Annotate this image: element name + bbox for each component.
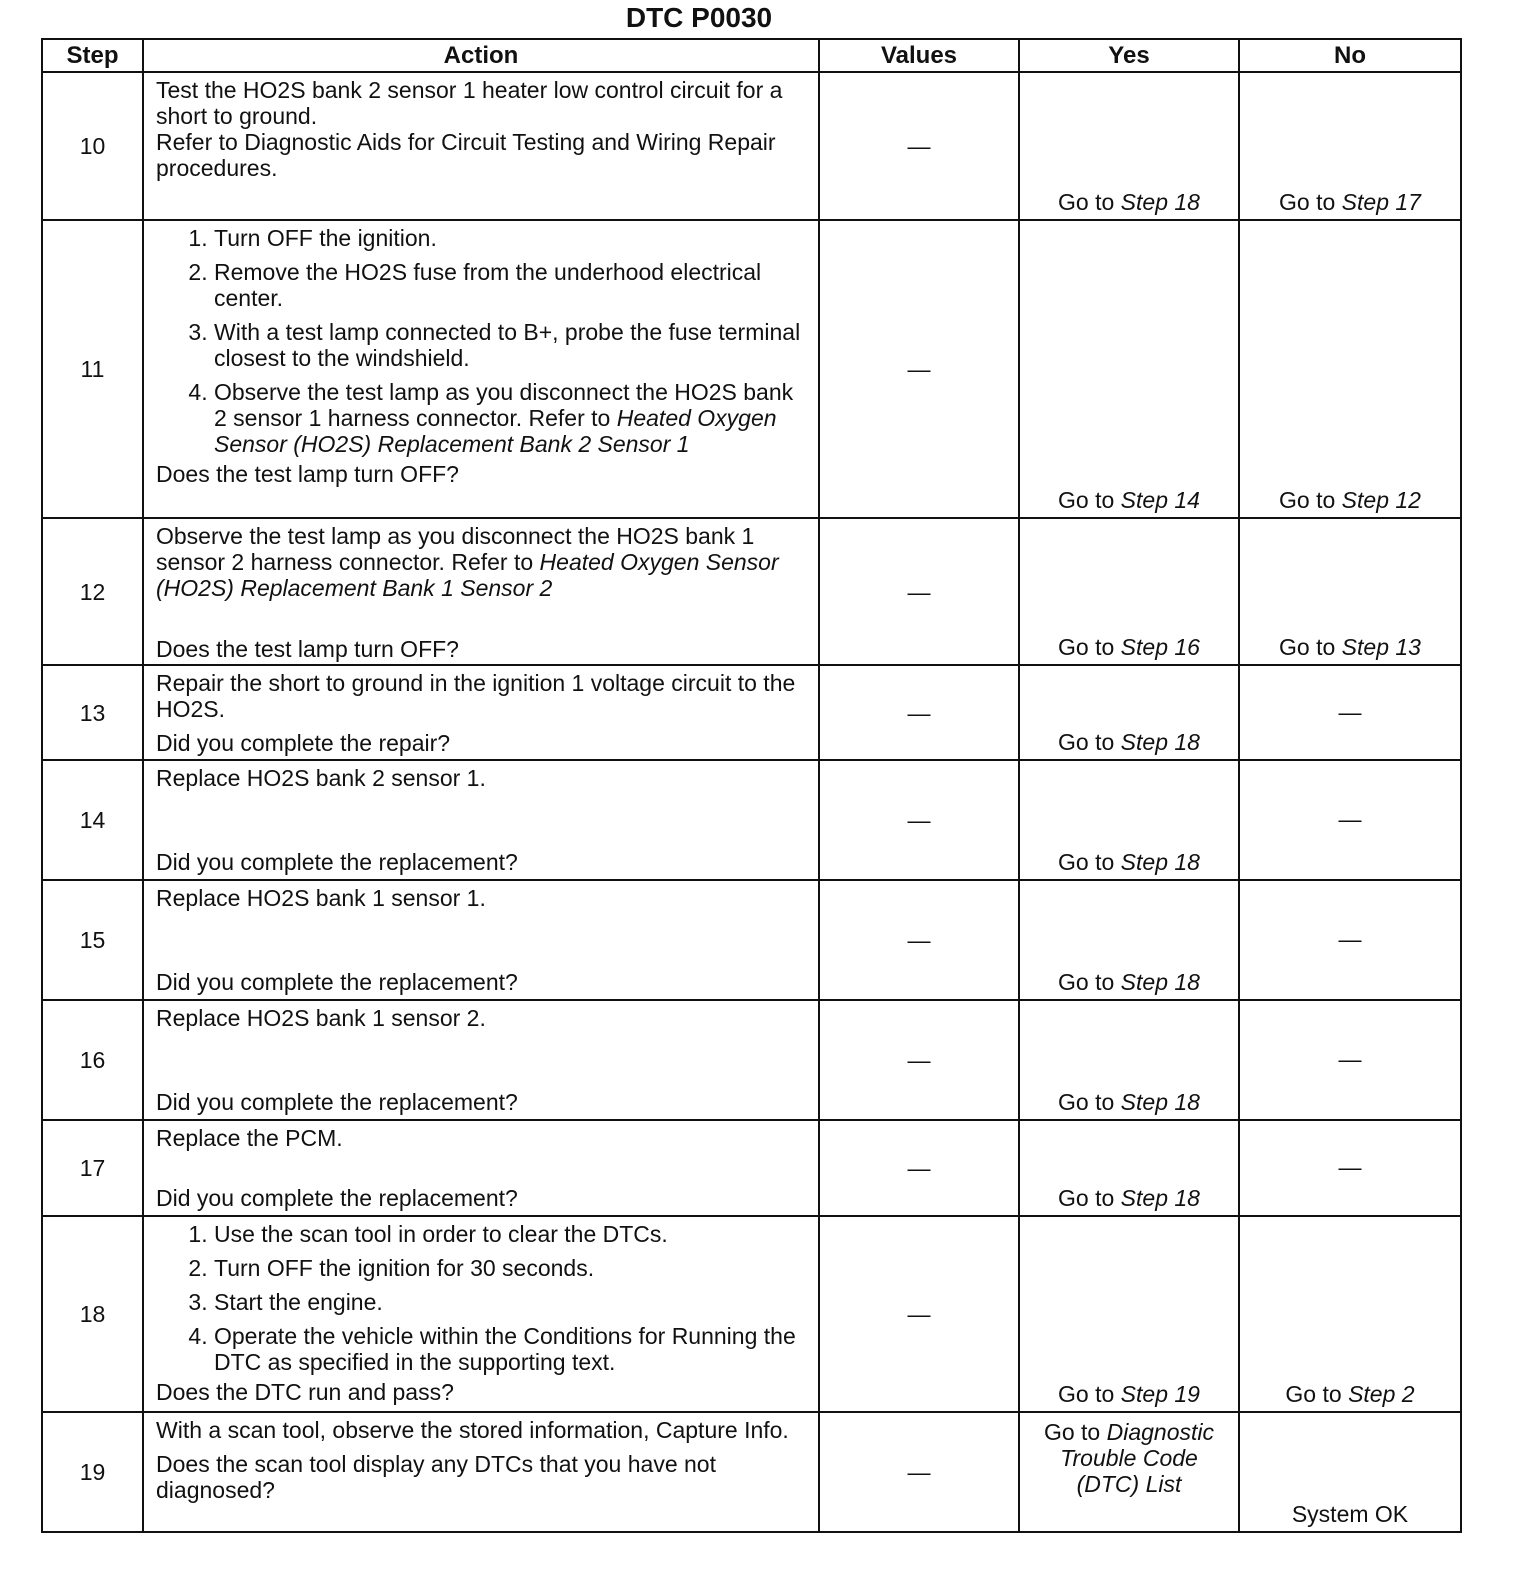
goto-label: Go to bbox=[1279, 634, 1336, 660]
values-cell: — bbox=[819, 665, 1019, 760]
yes-step-link[interactable]: Step 16 bbox=[1120, 634, 1200, 660]
table-row bbox=[42, 1412, 1461, 1532]
action-text: Test the HO2S bank 2 sensor 1 heater low control circuit for a short to ground. bbox=[156, 77, 783, 129]
goto-label: Go to bbox=[1058, 487, 1115, 513]
step-number: 18 bbox=[42, 1216, 143, 1412]
no-step-link[interactable]: Step 13 bbox=[1341, 634, 1421, 660]
step-number: 14 bbox=[42, 760, 143, 880]
action-question: Did you complete the repair? bbox=[156, 730, 451, 756]
reference-link[interactable]: Heated Oxygen Sensor (HO2S) Replacement Bank 1 Sensor 2 bbox=[156, 549, 779, 601]
yes-cell bbox=[1019, 1216, 1239, 1412]
action-cell bbox=[143, 760, 819, 880]
yes-cell bbox=[1019, 518, 1239, 665]
values-cell: — bbox=[819, 880, 1019, 1000]
table-row bbox=[42, 1000, 1461, 1120]
yes-step-link[interactable]: Step 18 bbox=[1120, 1089, 1200, 1115]
action-list-item bbox=[214, 379, 810, 457]
action-text: Replace HO2S bank 1 sensor 1. bbox=[156, 885, 486, 911]
step-number: 12 bbox=[42, 518, 143, 665]
goto-label: Go to bbox=[1279, 189, 1336, 215]
table-row bbox=[42, 880, 1461, 1000]
no-cell bbox=[1239, 72, 1461, 220]
values-cell: — bbox=[819, 1000, 1019, 1120]
header-no: No bbox=[1239, 39, 1461, 72]
action-list bbox=[156, 225, 810, 457]
goto-label: Go to bbox=[1058, 969, 1115, 995]
yes-step-link[interactable]: Step 18 bbox=[1120, 969, 1200, 995]
action-list-item: 2. Remove the HO2S fuse from the underhood electrical center. bbox=[214, 259, 810, 311]
goto-label: Go to bbox=[1058, 849, 1115, 875]
step-number: 13 bbox=[42, 665, 143, 760]
no-cell: — bbox=[1239, 1000, 1461, 1120]
no-step-link[interactable]: Step 17 bbox=[1341, 189, 1421, 215]
values-cell: — bbox=[819, 760, 1019, 880]
goto-label: Go to bbox=[1058, 1089, 1115, 1115]
table-header-row bbox=[42, 39, 1461, 72]
table-row bbox=[42, 665, 1461, 760]
action-cell bbox=[143, 1216, 819, 1412]
reference-link[interactable]: Heated Oxygen Sensor (HO2S) Replacement Bank 2 Sensor 1 bbox=[214, 405, 777, 457]
action-cell bbox=[143, 880, 819, 1000]
action-question: Did you complete the replacement? bbox=[156, 849, 518, 875]
action-list-item: 4. Operate the vehicle within the Conditions for Running the DTC as specified in the supporting text. bbox=[214, 1323, 810, 1375]
no-cell: — bbox=[1239, 760, 1461, 880]
yes-cell bbox=[1019, 665, 1239, 760]
action-text: With a scan tool, observe the stored information, Capture Info. bbox=[156, 1417, 789, 1443]
action-text: Replace the PCM. bbox=[156, 1125, 343, 1151]
action-list bbox=[156, 1221, 810, 1375]
no-cell: — bbox=[1239, 1120, 1461, 1216]
no-cell: System OK bbox=[1239, 1412, 1461, 1532]
action-text: Observe the test lamp as you disconnect the HO2S bank 1 sensor 2 harness connector. Refer to bbox=[156, 523, 755, 575]
page-title: DTC P0030 bbox=[625, 2, 773, 33]
header-step: Step bbox=[42, 39, 143, 72]
no-step-link[interactable]: Step 12 bbox=[1341, 487, 1421, 513]
header-values: Values bbox=[819, 39, 1019, 72]
goto-label: Go to bbox=[1058, 729, 1115, 755]
step-number: 10 bbox=[42, 72, 143, 220]
yes-step-link[interactable]: Step 19 bbox=[1120, 1381, 1200, 1407]
action-question: Does the test lamp turn OFF? bbox=[156, 461, 459, 487]
table-row bbox=[42, 72, 1461, 220]
action-cell bbox=[143, 1412, 819, 1532]
action-list-item: 2. Turn OFF the ignition for 30 seconds. bbox=[214, 1255, 810, 1281]
action-cell bbox=[143, 518, 819, 665]
goto-label: Go to bbox=[1058, 634, 1115, 660]
action-text: Repair the short to ground in the ignition 1 voltage circuit to the HO2S. bbox=[156, 670, 796, 722]
yes-cell bbox=[1019, 880, 1239, 1000]
no-cell bbox=[1239, 518, 1461, 665]
action-cell bbox=[143, 220, 819, 518]
no-cell bbox=[1239, 1216, 1461, 1412]
action-text: Refer to Diagnostic Aids for Circuit Testing and Wiring Repair procedures. bbox=[156, 129, 776, 181]
no-cell bbox=[1239, 220, 1461, 518]
goto-label: Go to bbox=[1043, 1419, 1101, 1445]
table-row bbox=[42, 220, 1461, 518]
action-text: Observe the test lamp as you disconnect the HO2S bank 2 sensor 1 harness connector. Refer to bbox=[214, 379, 794, 431]
action-text-block bbox=[156, 523, 810, 636]
step-number: 16 bbox=[42, 1000, 143, 1120]
action-question: Did you complete the replacement? bbox=[156, 969, 518, 995]
action-list-item: 1. Use the scan tool in order to clear the DTCs. bbox=[214, 1221, 810, 1247]
step-number: 15 bbox=[42, 880, 143, 1000]
values-cell: — bbox=[819, 1216, 1019, 1412]
action-text: Replace HO2S bank 1 sensor 2. bbox=[156, 1005, 486, 1031]
values-cell: — bbox=[819, 518, 1019, 665]
yes-reference-link[interactable]: Diagnostic Trouble Code (DTC) List bbox=[1060, 1419, 1215, 1497]
no-cell: — bbox=[1239, 665, 1461, 760]
yes-step-link[interactable]: Step 18 bbox=[1120, 189, 1200, 215]
yes-cell bbox=[1019, 220, 1239, 518]
yes-step-link[interactable]: Step 18 bbox=[1120, 849, 1200, 875]
table-row bbox=[42, 760, 1461, 880]
values-cell: — bbox=[819, 1120, 1019, 1216]
goto-label: Go to bbox=[1279, 487, 1336, 513]
step-number: 19 bbox=[42, 1412, 143, 1532]
yes-cell bbox=[1019, 1412, 1239, 1532]
goto-label: Go to bbox=[1285, 1381, 1342, 1407]
header-yes: Yes bbox=[1019, 39, 1239, 72]
yes-cell bbox=[1019, 760, 1239, 880]
action-cell bbox=[143, 1120, 819, 1216]
action-list-item: 3. With a test lamp connected to B+, probe the fuse terminal closest to the windshield. bbox=[214, 319, 810, 371]
yes-cell bbox=[1019, 1120, 1239, 1216]
dtc-table bbox=[41, 38, 1462, 1533]
step-number: 17 bbox=[42, 1120, 143, 1216]
values-cell: — bbox=[819, 72, 1019, 220]
yes-step-link[interactable]: Step 14 bbox=[1120, 487, 1200, 513]
action-cell bbox=[143, 1000, 819, 1120]
no-cell: — bbox=[1239, 880, 1461, 1000]
action-text: Replace HO2S bank 2 sensor 1. bbox=[156, 765, 486, 791]
yes-cell bbox=[1019, 72, 1239, 220]
goto-label: Go to bbox=[1058, 1381, 1115, 1407]
table-row bbox=[42, 1216, 1461, 1412]
action-question: Did you complete the replacement? bbox=[156, 1089, 518, 1115]
goto-label: Go to bbox=[1058, 1185, 1115, 1211]
action-cell bbox=[143, 665, 819, 760]
no-step-link[interactable]: Step 2 bbox=[1348, 1381, 1415, 1407]
action-question: Did you complete the replacement? bbox=[156, 1185, 518, 1211]
step-number: 11 bbox=[42, 220, 143, 518]
action-list-item: 3. Start the engine. bbox=[214, 1289, 810, 1315]
action-question: Does the DTC run and pass? bbox=[156, 1379, 454, 1405]
action-question: Does the test lamp turn OFF? bbox=[156, 636, 459, 662]
yes-step-link[interactable]: Step 18 bbox=[1120, 729, 1200, 755]
header-action: Action bbox=[143, 39, 819, 72]
yes-cell bbox=[1019, 1000, 1239, 1120]
goto-label: Go to bbox=[1058, 189, 1115, 215]
table-row bbox=[42, 1120, 1461, 1216]
values-cell: — bbox=[819, 1412, 1019, 1532]
values-cell: — bbox=[819, 220, 1019, 518]
yes-step-link[interactable]: Step 18 bbox=[1120, 1185, 1200, 1211]
action-question: Does the scan tool display any DTCs that you have not diagnosed? bbox=[156, 1451, 716, 1503]
action-list-item: 1. Turn OFF the ignition. bbox=[214, 225, 810, 251]
table-row bbox=[42, 518, 1461, 665]
action-cell bbox=[143, 72, 819, 220]
